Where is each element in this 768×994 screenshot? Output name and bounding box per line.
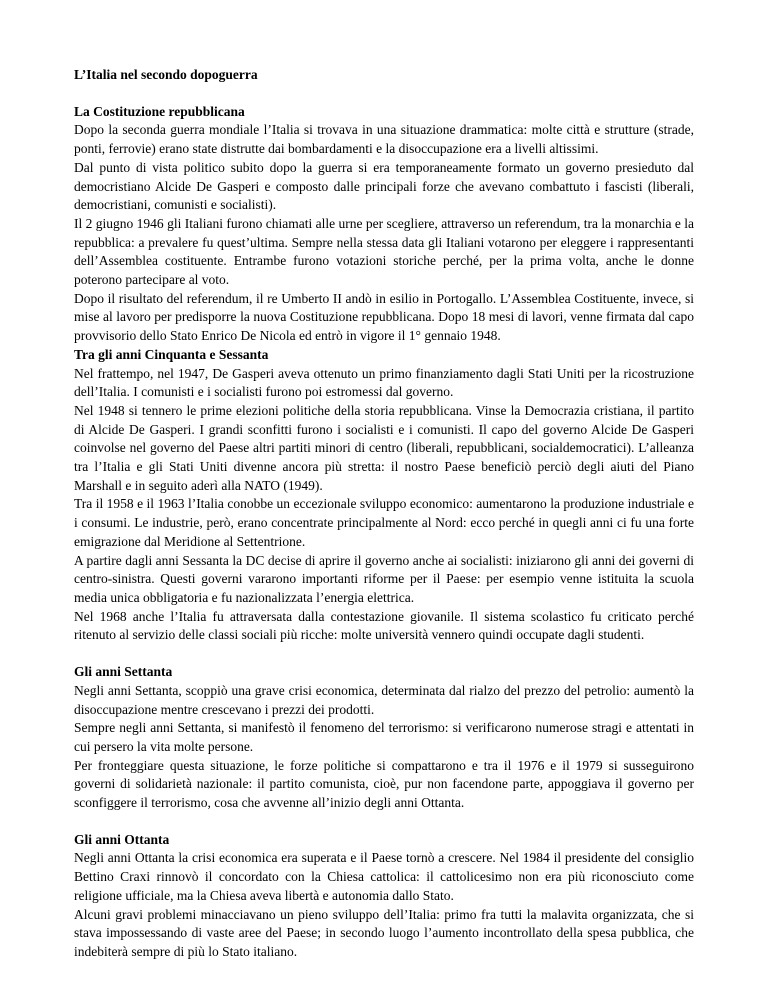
paragraph: Sempre negli anni Settanta, si manifestò il fenomeno del terrorismo: si verificarono numerose stragi e attentati in cui persero la vita molte persone. xyxy=(74,720,694,754)
paragraph: Alcuni gravi problemi minacciavano un pieno sviluppo dell’Italia: primo fra tutti la malavita organizzata, che si stava impossessando di vaste aree del Paese; in secondo luogo l’aumento incontrollato della spesa pubblica, che indebiterà sempre di più lo Stato italiano. xyxy=(74,906,694,959)
paragraph: A partire dagli anni Sessanta la DC decise di aprire il governo anche ai socialisti: iniziarono gli anni dei governi di centro-sinistra. Questi governi vararono importanti riforme per il Paese: per esempio venne istituita la scuola media unica obbligatoria e fu nazionalizzata l’energia elettrica. xyxy=(74,552,694,605)
section-costituzione-repubblicana xyxy=(74,103,694,346)
paragraph: Negli anni Settanta, scoppiò una grave crisi economica, determinata dal rialzo del prezzo del petrolio: aumentò la disoccupazione mentre crescevano i prezzi dei prodotti. xyxy=(74,682,694,717)
paragraph: Tra il 1958 e il 1963 l’Italia conobbe un eccezionale sviluppo economico: aumentarono la produzione industriale e i consumi. Le industrie, però, erano concentrate principalmente al Nord: ecco perché in quegli anni ci fu una forte emigrazione dal Meridione al Settentrione. xyxy=(74,496,694,549)
section-heading: Gli anni Settanta xyxy=(74,664,173,680)
section-heading: Tra gli anni Cinquanta e Sessanta xyxy=(74,346,269,362)
section-heading: Gli anni Ottanta xyxy=(74,831,170,847)
paragraph: Nel 1968 anche l’Italia fu attraversata dalla contestazione giovanile. Il sistema scolastico fu criticato perché ritenuto al servizio delle classi sociali più ricche: molte università vennero quindi occupate dagli studenti. xyxy=(74,608,694,643)
paragraph: Nel frattempo, nel 1947, De Gasperi aveva ottenuto un primo finanziamento dagli Stati Uniti per la ricostruzione dell’Italia. I comunisti e i socialisti furono poi estromessi dal governo. xyxy=(74,365,694,400)
paragraph: Negli anni Ottanta la crisi economica era superata e il Paese tornò a crescere. Nel 1984 il presidente del consiglio Bettino Craxi rinnovò il concordato con la Chiesa cattolica: il cattolicesimo non era più riconosciuto come religione ufficiale, ma la Chiesa aveva libertà e autonomia dallo Stato. xyxy=(74,850,694,903)
paragraph: Il 2 giugno 1946 gli Italiani furono chiamati alle urne per scegliere, attraverso un referendum, tra la monarchia e la repubblica: a prevalere fu quest’ultima. Sempre nella stessa data gli Italiani votarono per eleggere i rappresentanti dell’Assemblea costituente. Entrambe furono votazioni storiche perché, per la prima volta, anche le donne poterono partecipare al voto. xyxy=(74,215,694,288)
section-anni-settanta xyxy=(74,663,694,813)
section-heading: La Costituzione repubblicana xyxy=(74,103,245,119)
paragraph: Dopo la seconda guerra mondiale l’Italia si trovava in una situazione drammatica: molte città e strutture (strade, ponti, ferrovie) erano state distrutte dai bombardamenti e la disoccupazione era a livelli altissimi. xyxy=(74,122,694,157)
document-title: L’Italia nel secondo dopoguerra xyxy=(74,67,258,82)
section-anni-cinquanta-sessanta xyxy=(74,346,694,645)
paragraph: Dal punto di vista politico subito dopo la guerra si era temporaneamente formato un governo presieduto dal democristiano Alcide De Gasperi e composto dalle principali forze che avevano combattuto i fascisti (liberali, democristiani, comunisti e socialisti). xyxy=(74,159,694,213)
paragraph: Dopo il risultato del referendum, il re Umberto II andò in esilio in Portogallo. L’Assemblea Costituente, invece, si mise al lavoro per predisporre la nuova Costituzione repubblicana. Dopo 18 mesi di lavori, venne firmata dal capo provvisorio dello Stato Enrico De Nicola ed entrò in vigore il 1° gennaio 1948. xyxy=(74,290,694,344)
paragraph: Per fronteggiare questa situazione, le forze politiche si compattarono e tra il 1976 e il 1979 si susseguirono governi di solidarietà nazionale: il partito comunista, cioè, pur non facendone parte, appoggiava il governo per sconfiggere il terrorismo, cosa che avvenne all’inizio degli anni Ottanta. xyxy=(74,757,694,811)
section-anni-ottanta xyxy=(74,831,694,962)
paragraph: Nel 1948 si tennero le prime elezioni politiche della storia repubblicana. Vinse la Democrazia cristiana, il partito di Alcide De Gasperi. I grandi sconfitti furono i socialisti e i comunisti. Il capo del governo Alcide De Gasperi coinvolse nel governo del Paese altri partiti minori di centro (liberali, repubblicani, socialdemocratici). L’alleanza tra l’Italia e gli Stati Uniti divenne ancora più stretta: il nostro Paese beneficiò perciò degli aiuti del Piano Marshall e in seguito aderì alla NATO (1949). xyxy=(74,402,694,493)
